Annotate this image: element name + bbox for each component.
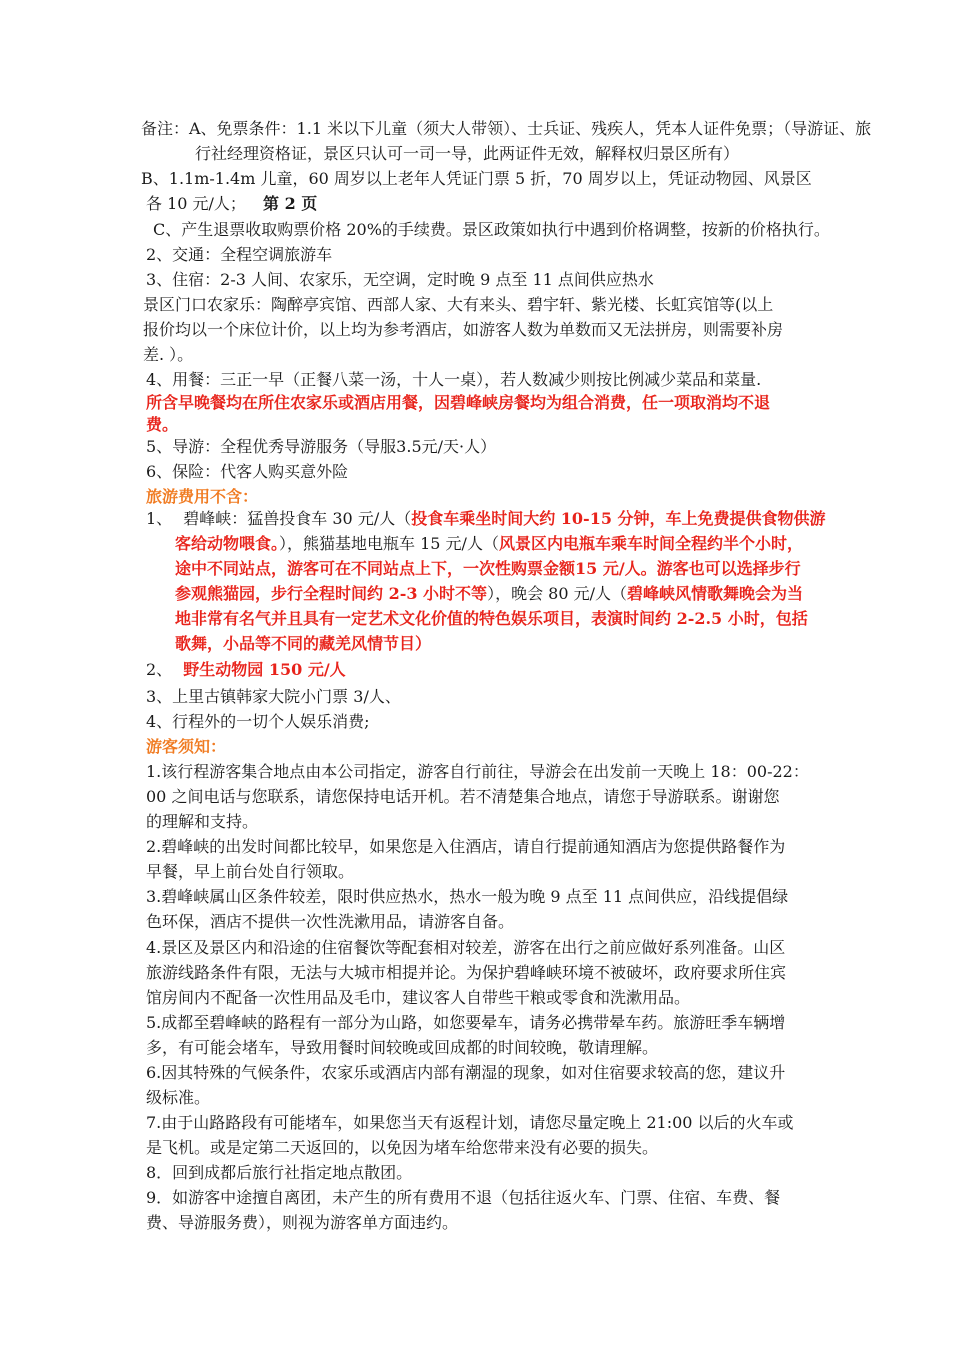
included-guide: 5、导游：全程优秀导游服务（导服3.5元/天·人）	[146, 437, 497, 456]
included-insurance: 6、保险：代客人购买意外险	[146, 462, 349, 481]
note-c: C、产生退票收取购票价格 20%的手续费。景区政策如执行中遇到价格调整，按新的价格执行。	[153, 220, 830, 239]
notice-4-line3: 馆房间内不配备一次性用品及毛巾，建议客人自带些干粮或零食和洗漱用品。	[146, 988, 691, 1007]
excluded-item-1-line6: 歌舞，小品等不同的藏羌风情节目）	[175, 634, 432, 653]
note-b-line2	[146, 192, 317, 216]
excluded-heading: 旅游费用不含：	[146, 487, 259, 506]
note-a-line2: 行社经理资格证，景区只认可一司一导，此两证件无效，解释权归景区所有）	[195, 144, 740, 163]
notice-4-line2: 旅游线路条件有限，无法与大城市相提并论。为保护碧峰峡环境不被破坏，政府要求所住宾	[146, 963, 787, 982]
notice-7-line1: 7.由于山路路段有可能堵车，如果您当天有返程计划，请您尽量定晚上 21:00 以后的火车或	[146, 1113, 794, 1132]
notice-6-line2: 级标准。	[146, 1088, 211, 1107]
notice-5-line2: 多，有可能会堵车，导致用餐时间较晚或回成都的时间较晚，敬请理解。	[146, 1038, 659, 1057]
excluded-item-1-line3: 途中不同站点，游客可在不同站点上下，一次性购票金额15 元/人。游客也可以选择步行	[175, 559, 801, 578]
notice-9-line1: 9．如游客中途擅自离团，未产生的所有费用不退（包括往返火车、门票、住宿、车费、餐	[146, 1188, 781, 1207]
notice-7-line2: 是飞机。或是定第二天返回的，以免因为堵车给您带来没有必要的损失。	[146, 1138, 659, 1157]
notice-1-line1: 1.该行程游客集合地点由本公司指定，游客自行前往，导游会在出发前一天晚上 18：00-22：	[146, 762, 809, 781]
note-a-line1: 备注：A、免票条件：1.1 米以下儿童（须大人带领）、士兵证、残疾人，凭本人证件免票；（导游证、旅	[141, 119, 872, 138]
note-b-line1: B、1.1m-1.4m 儿童，60 周岁以上老年人凭证门票 5 折，70 周岁以上，凭证动物园、风景区	[141, 169, 812, 188]
notice-3-line1: 3.碧峰峡属山区条件较差，限时供应热水，热水一般为晚 9 点至 11 点间供应，沿线提倡绿	[146, 887, 789, 906]
excluded-item-2: 2、 野生动物园 150 元/人	[146, 660, 346, 679]
note-b-price: 各 10 元/人；	[146, 194, 246, 213]
notice-heading: 游客须知：	[146, 737, 227, 756]
notice-2-line1: 2.碧峰峡的出发时间都比较早，如果您是入住酒店，请自行提前通知酒店为您提供路餐作为	[146, 837, 786, 856]
included-meal: 4、用餐：三正一早（正餐八菜一汤，十人一桌），若人数减少则按比例减少菜品和菜量.	[146, 370, 762, 389]
notice-6-line1: 6.因其特殊的气候条件，农家乐或酒店内部有潮湿的现象，如对住宿要求较高的您，建议升	[146, 1063, 786, 1082]
excluded-item-1-number: 1、	[146, 509, 173, 528]
meal-warning-line1: 所含早晚餐均在所住农家乐或酒店用餐，因碧峰峡房餐均为组合消费，任一项取消均不退	[146, 393, 771, 412]
excluded-item-1-line1: 1、 碧峰峡：猛兽投食车 30 元/人（投食车乘坐时间大约 10-15 分钟，车上免费提供食物供游	[146, 509, 826, 528]
notice-3-line2: 色环保，酒店不提供一次性洗漱用品，请游客自备。	[146, 912, 515, 931]
notice-4-line1: 4.景区及景区内和沿途的住宿餐饮等配套相对较差，游客在出行之前应做好系列准备。山区	[146, 938, 786, 957]
notice-9-line2: 费、导游服务费），则视为游客单方面违约。	[146, 1213, 459, 1232]
notice-5-line1: 5.成都至碧峰峡的路程有一部分为山路，如您要晕车，请务必携带晕车药。旅游旺季车辆增	[146, 1013, 786, 1032]
included-stay-detail-3: 差. ）。	[143, 345, 194, 364]
excluded-item-1-line2: 客给动物喂食。），熊猫基地电瓶车 15 元/人（风景区内电瓶车乘车时间全程约半个小时，	[175, 534, 803, 553]
page-number: 第 2 页	[263, 194, 318, 213]
excluded-item-1-line5: 地非常有名气并且具有一定艺术文化价值的特色娱乐项目，表演时间约 2-2.5 小时，包括	[175, 609, 808, 628]
notice-8: 8．回到成都后旅行社指定地点散团。	[146, 1163, 413, 1182]
excluded-item-3: 3、上里古镇韩家大院小门票 3/人、	[146, 687, 401, 706]
included-transport: 2、交通：全程空调旅游车	[146, 245, 333, 264]
excluded-item-1-line4: 参观熊猫园，步行全程时间约 2-3 小时不等），晚会 80 元/人（碧峰峡风情歌舞晚会为当	[175, 584, 804, 603]
excluded-item-4: 4、行程外的一切个人娱乐消费;	[146, 712, 370, 731]
included-stay-detail-1: 景区门口农家乐：陶醉亭宾馆、西部人家、大有来头、碧宇轩、紫光楼、长虹宾馆等(以上	[143, 295, 774, 314]
notice-1-line3: 的理解和支持。	[146, 812, 259, 831]
included-stay: 3、住宿：2-3 人间、农家乐，无空调，定时晚 9 点至 11 点间供应热水	[146, 270, 654, 289]
notice-1-line2: 00 之间电话与您联系，请您保持电话开机。若不清楚集合地点，请您于导游联系。谢谢您	[146, 787, 780, 806]
included-stay-detail-2: 报价均以一个床位计价，以上均为参考酒店，如游客人数为单数而又无法拼房，则需要补房	[143, 320, 784, 339]
notice-2-line2: 早餐，早上前台处自行领取。	[146, 862, 355, 881]
meal-warning-line2: 费。	[146, 415, 179, 434]
